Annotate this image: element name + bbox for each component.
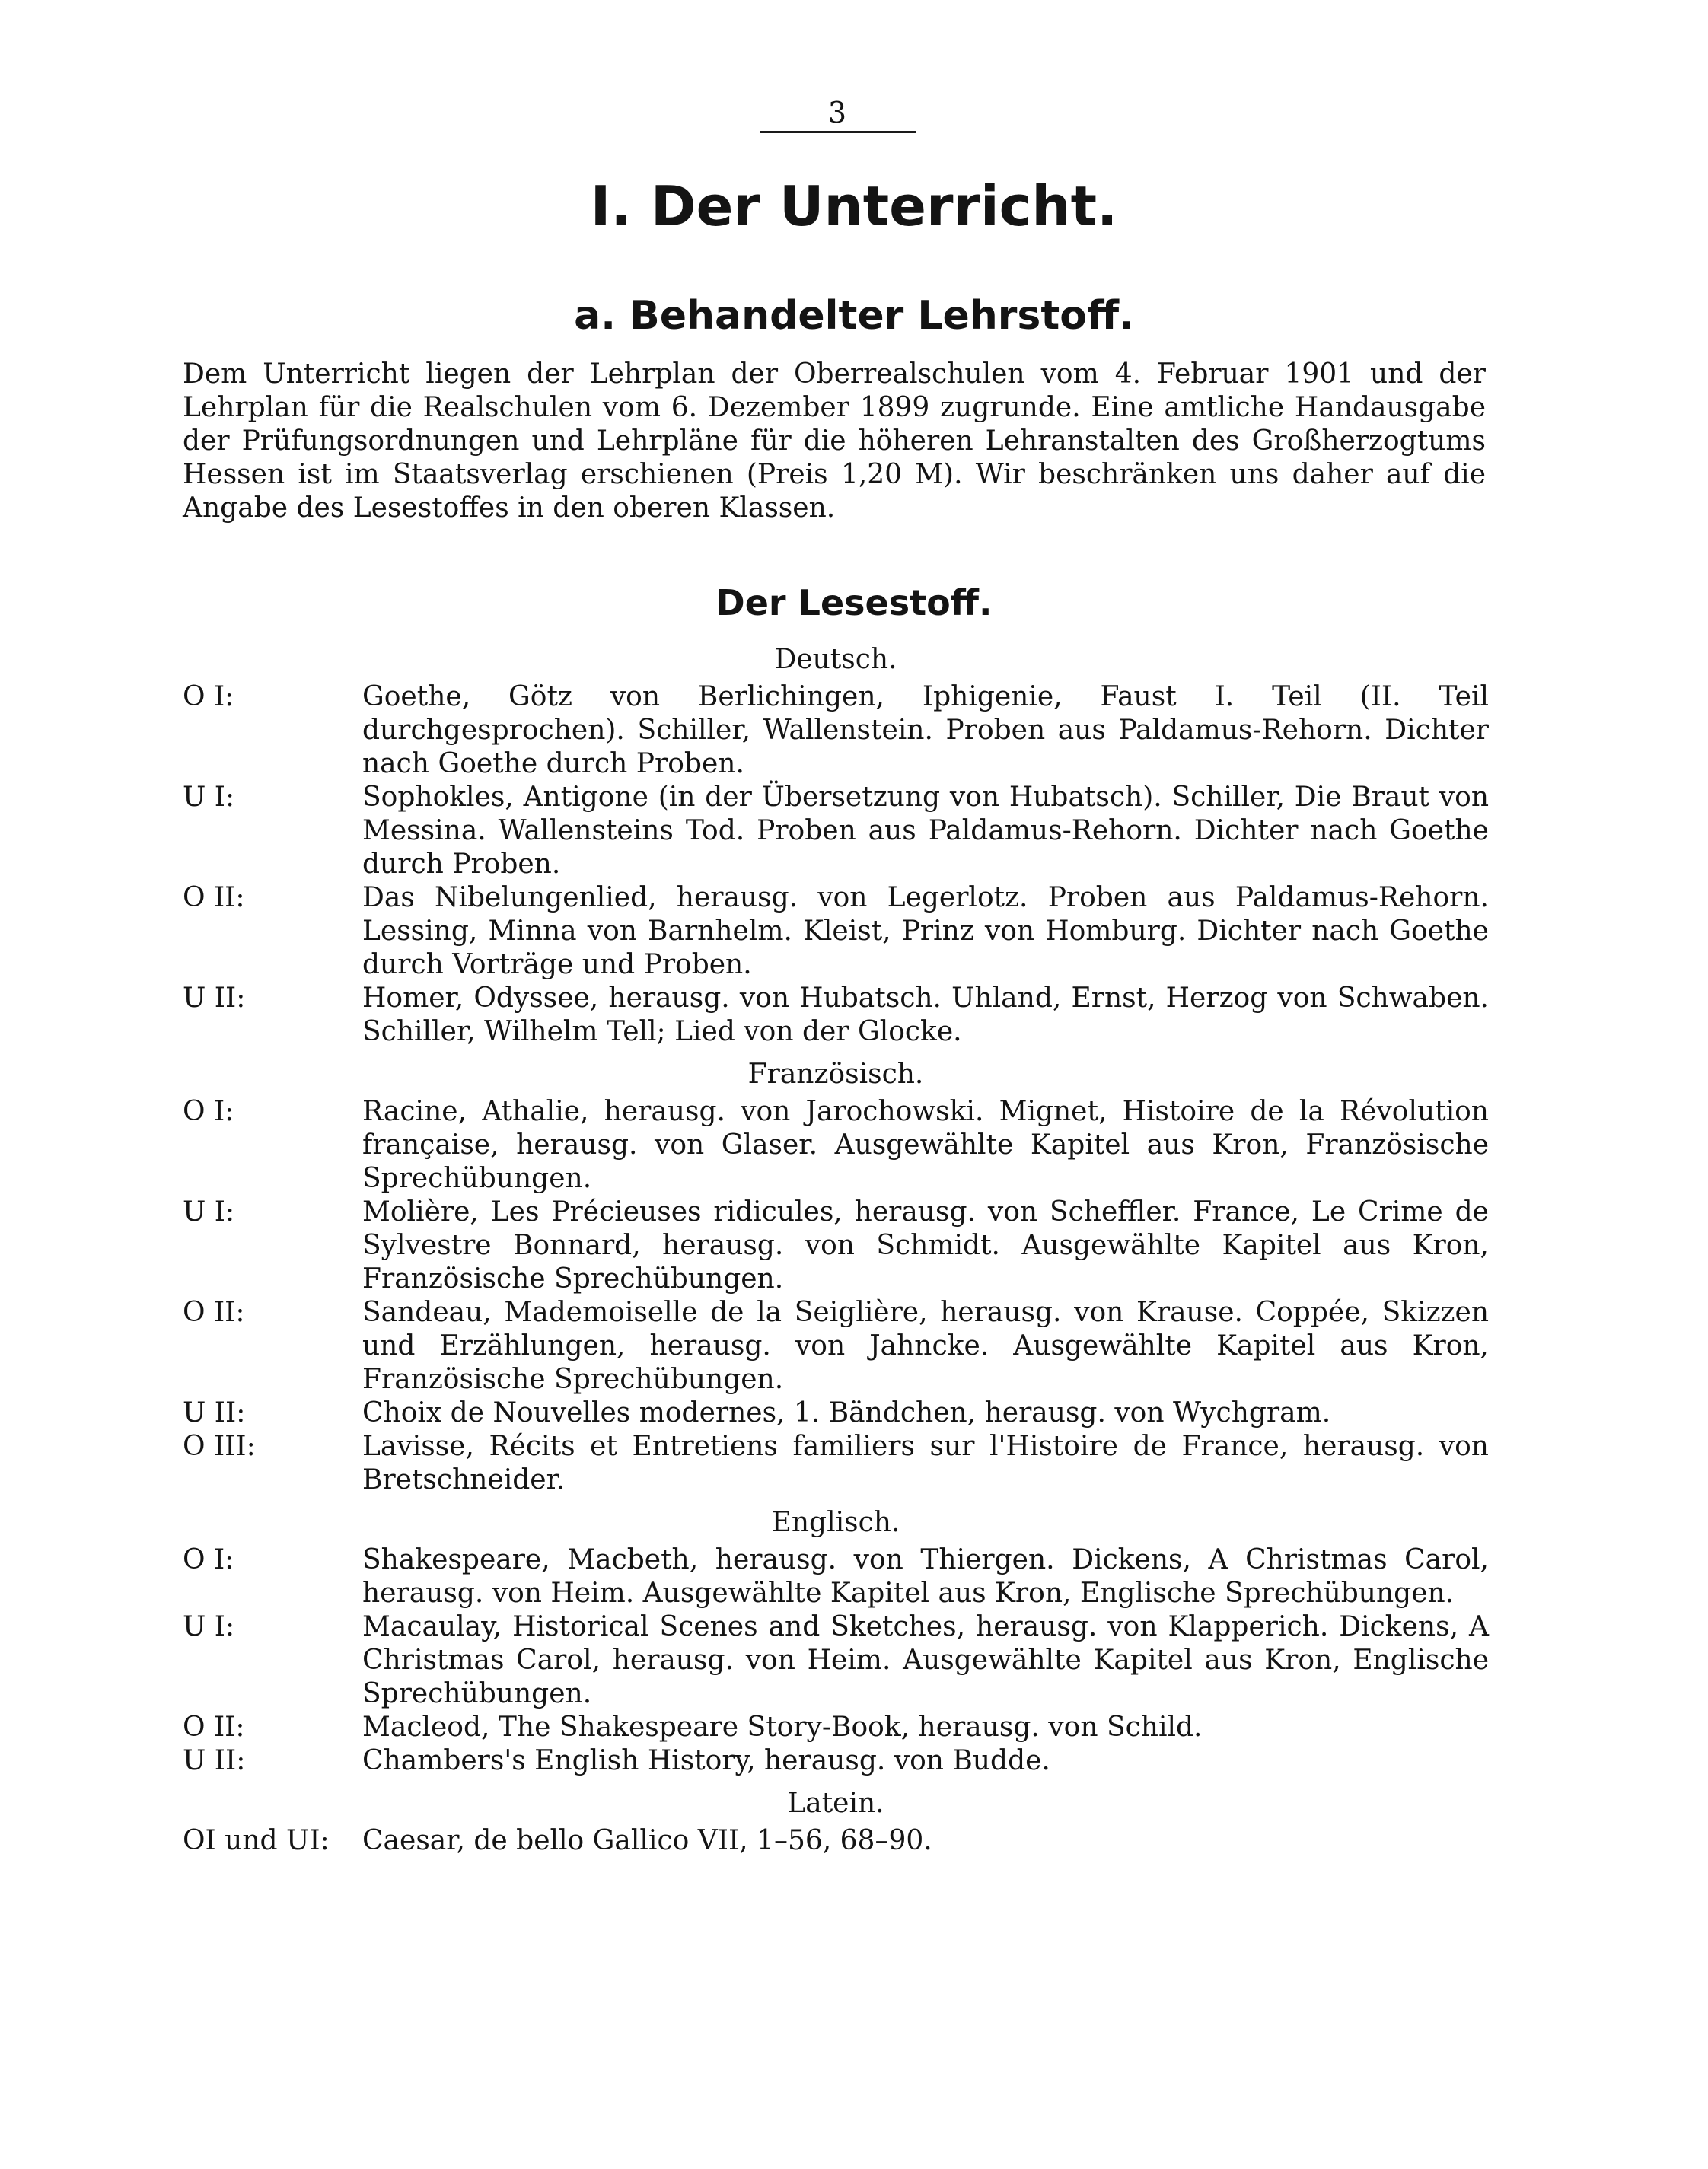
section-gap [183, 1778, 1489, 1787]
section-gap [183, 1497, 1489, 1506]
reading-text: Chambers's English History, herausg. von Budde. [362, 1745, 1050, 1776]
list-item [183, 1296, 1489, 1397]
reading-text: Caesar, de bello Gallico VII, 1–56, 68–90. [362, 1825, 932, 1856]
list-item [183, 1711, 1489, 1744]
reading-list [183, 643, 1489, 1858]
reading-material-title: Der Lesestoff. [715, 582, 993, 623]
heading-latein: Latein. [787, 1788, 884, 1819]
reading-text: Das Nibelungenlied, herausg. von Legerlotz. Proben aus Paldamus-Rehorn. Lessing, Minna von Barnhelm. Kleist, Prinz von Homburg. Dichter nach Goethe durch Vorträge und Proben. [362, 882, 1489, 980]
reading-text: Shakespeare, Macbeth, herausg. von Thiergen. Dickens, A Christmas Carol, herausg. von Heim. Ausgewählte Kapitel aus Kron, Englische Sprechübungen. [362, 1544, 1489, 1609]
list-item [183, 982, 1489, 1049]
class-label: O I: [183, 681, 234, 712]
reading-text: Macleod, The Shakespeare Story-Book, herausg. von Schild. [362, 1712, 1203, 1743]
class-label: O III: [183, 1431, 256, 1462]
class-label: U II: [183, 983, 246, 1014]
section-gap [183, 1049, 1489, 1058]
list-item [183, 1196, 1489, 1296]
heading-deutsch: Deutsch. [774, 644, 897, 675]
class-label: U II: [183, 1397, 246, 1428]
reading-text: Lavisse, Récits et Entretiens familiers sur l'Histoire de France, herausg. von Bretschneider. [362, 1431, 1489, 1495]
reading-text: Molière, Les Précieuses ridicules, herausg. von Scheffler. France, Le Crime de Sylvestre Bonnard, herausg. von Schmidt. Ausgewählte Kapitel aus Kron, Französische Sprechübungen. [362, 1196, 1489, 1295]
intro-paragraph-block [183, 358, 1486, 525]
reading-text: Homer, Odyssee, herausg. von Hubatsch. Uhland, Ernst, Herzog von Schwaben. Schiller, Wilhelm Tell; Lied von der Glocke. [362, 983, 1489, 1047]
heading-franzoesisch: Französisch. [747, 1059, 924, 1090]
page-number: 3 [827, 96, 847, 129]
class-label: U I: [183, 782, 235, 813]
class-label: O I: [183, 1096, 234, 1127]
intro-paragraph: Dem Unterricht liegen der Lehrplan der Oberrealschulen vom 4. Februar 1901 und der Lehrplan für die Realschulen vom 6. Dezember 1899 zugrunde. Eine amtliche Handausgabe der Prüfungsordnungen und Lehrpläne für die höheren Lehranstalten des Großherzogtums Hessen ist im Staatsverlag erschienen (Preis 1,20 M). Wir beschränken uns daher auf die Angabe des Lesestoffes in den oberen Klassen. [183, 358, 1486, 524]
list-item [183, 1824, 1489, 1858]
list-item [183, 781, 1489, 881]
heading-englisch: Englisch. [771, 1507, 900, 1538]
list-item [183, 1744, 1489, 1778]
class-label: OI und UI: [183, 1825, 330, 1856]
class-label: O II: [183, 882, 245, 913]
class-label: O II: [183, 1712, 245, 1743]
reading-text: Goethe, Götz von Berlichingen, Iphigenie, Faust I. Teil (II. Teil durchgesprochen). Schiller, Wallenstein. Proben aus Paldamus-Rehorn. Dichter nach Goethe durch Proben. [362, 681, 1489, 779]
class-label: U II: [183, 1745, 246, 1776]
section-subtitle: a. Behandelter Lehrstoff. [574, 293, 1134, 339]
list-item [183, 1095, 1489, 1196]
list-item [183, 881, 1489, 982]
chapter-title: I. Der Unterricht. [590, 174, 1118, 238]
reading-text: Macaulay, Historical Scenes and Sketches, herausg. von Klapperich. Dickens, A Christmas Carol, herausg. von Heim. Ausgewählte Kapitel aus Kron, Englische Sprechübungen. [362, 1611, 1489, 1709]
reading-text: Sophokles, Antigone (in der Übersetzung von Hubatsch). Schiller, Die Braut von Messina. Wallensteins Tod. Proben aus Paldamus-Rehorn. Dichter nach Goethe durch Proben. [362, 782, 1489, 880]
class-label: U I: [183, 1196, 235, 1228]
page-number-rule [760, 131, 916, 133]
list-item [183, 680, 1489, 781]
list-item [183, 1610, 1489, 1711]
list-item [183, 1397, 1489, 1430]
reading-text: Choix de Nouvelles modernes, 1. Bändchen, herausg. von Wychgram. [362, 1397, 1331, 1428]
class-label: U I: [183, 1611, 235, 1642]
class-label: O I: [183, 1544, 234, 1575]
list-item [183, 1430, 1489, 1497]
reading-text: Sandeau, Mademoiselle de la Seiglière, herausg. von Krause. Coppée, Skizzen und Erzählungen, herausg. von Jahncke. Ausgewählte Kapitel aus Kron, Französische Sprechübungen. [362, 1297, 1489, 1395]
reading-text: Racine, Athalie, herausg. von Jarochowski. Mignet, Histoire de la Révolution française, herausg. von Glaser. Ausgewählte Kapitel aus Kron, Französische Sprechübungen. [362, 1096, 1489, 1194]
list-item [183, 1543, 1489, 1610]
class-label: O II: [183, 1297, 245, 1328]
